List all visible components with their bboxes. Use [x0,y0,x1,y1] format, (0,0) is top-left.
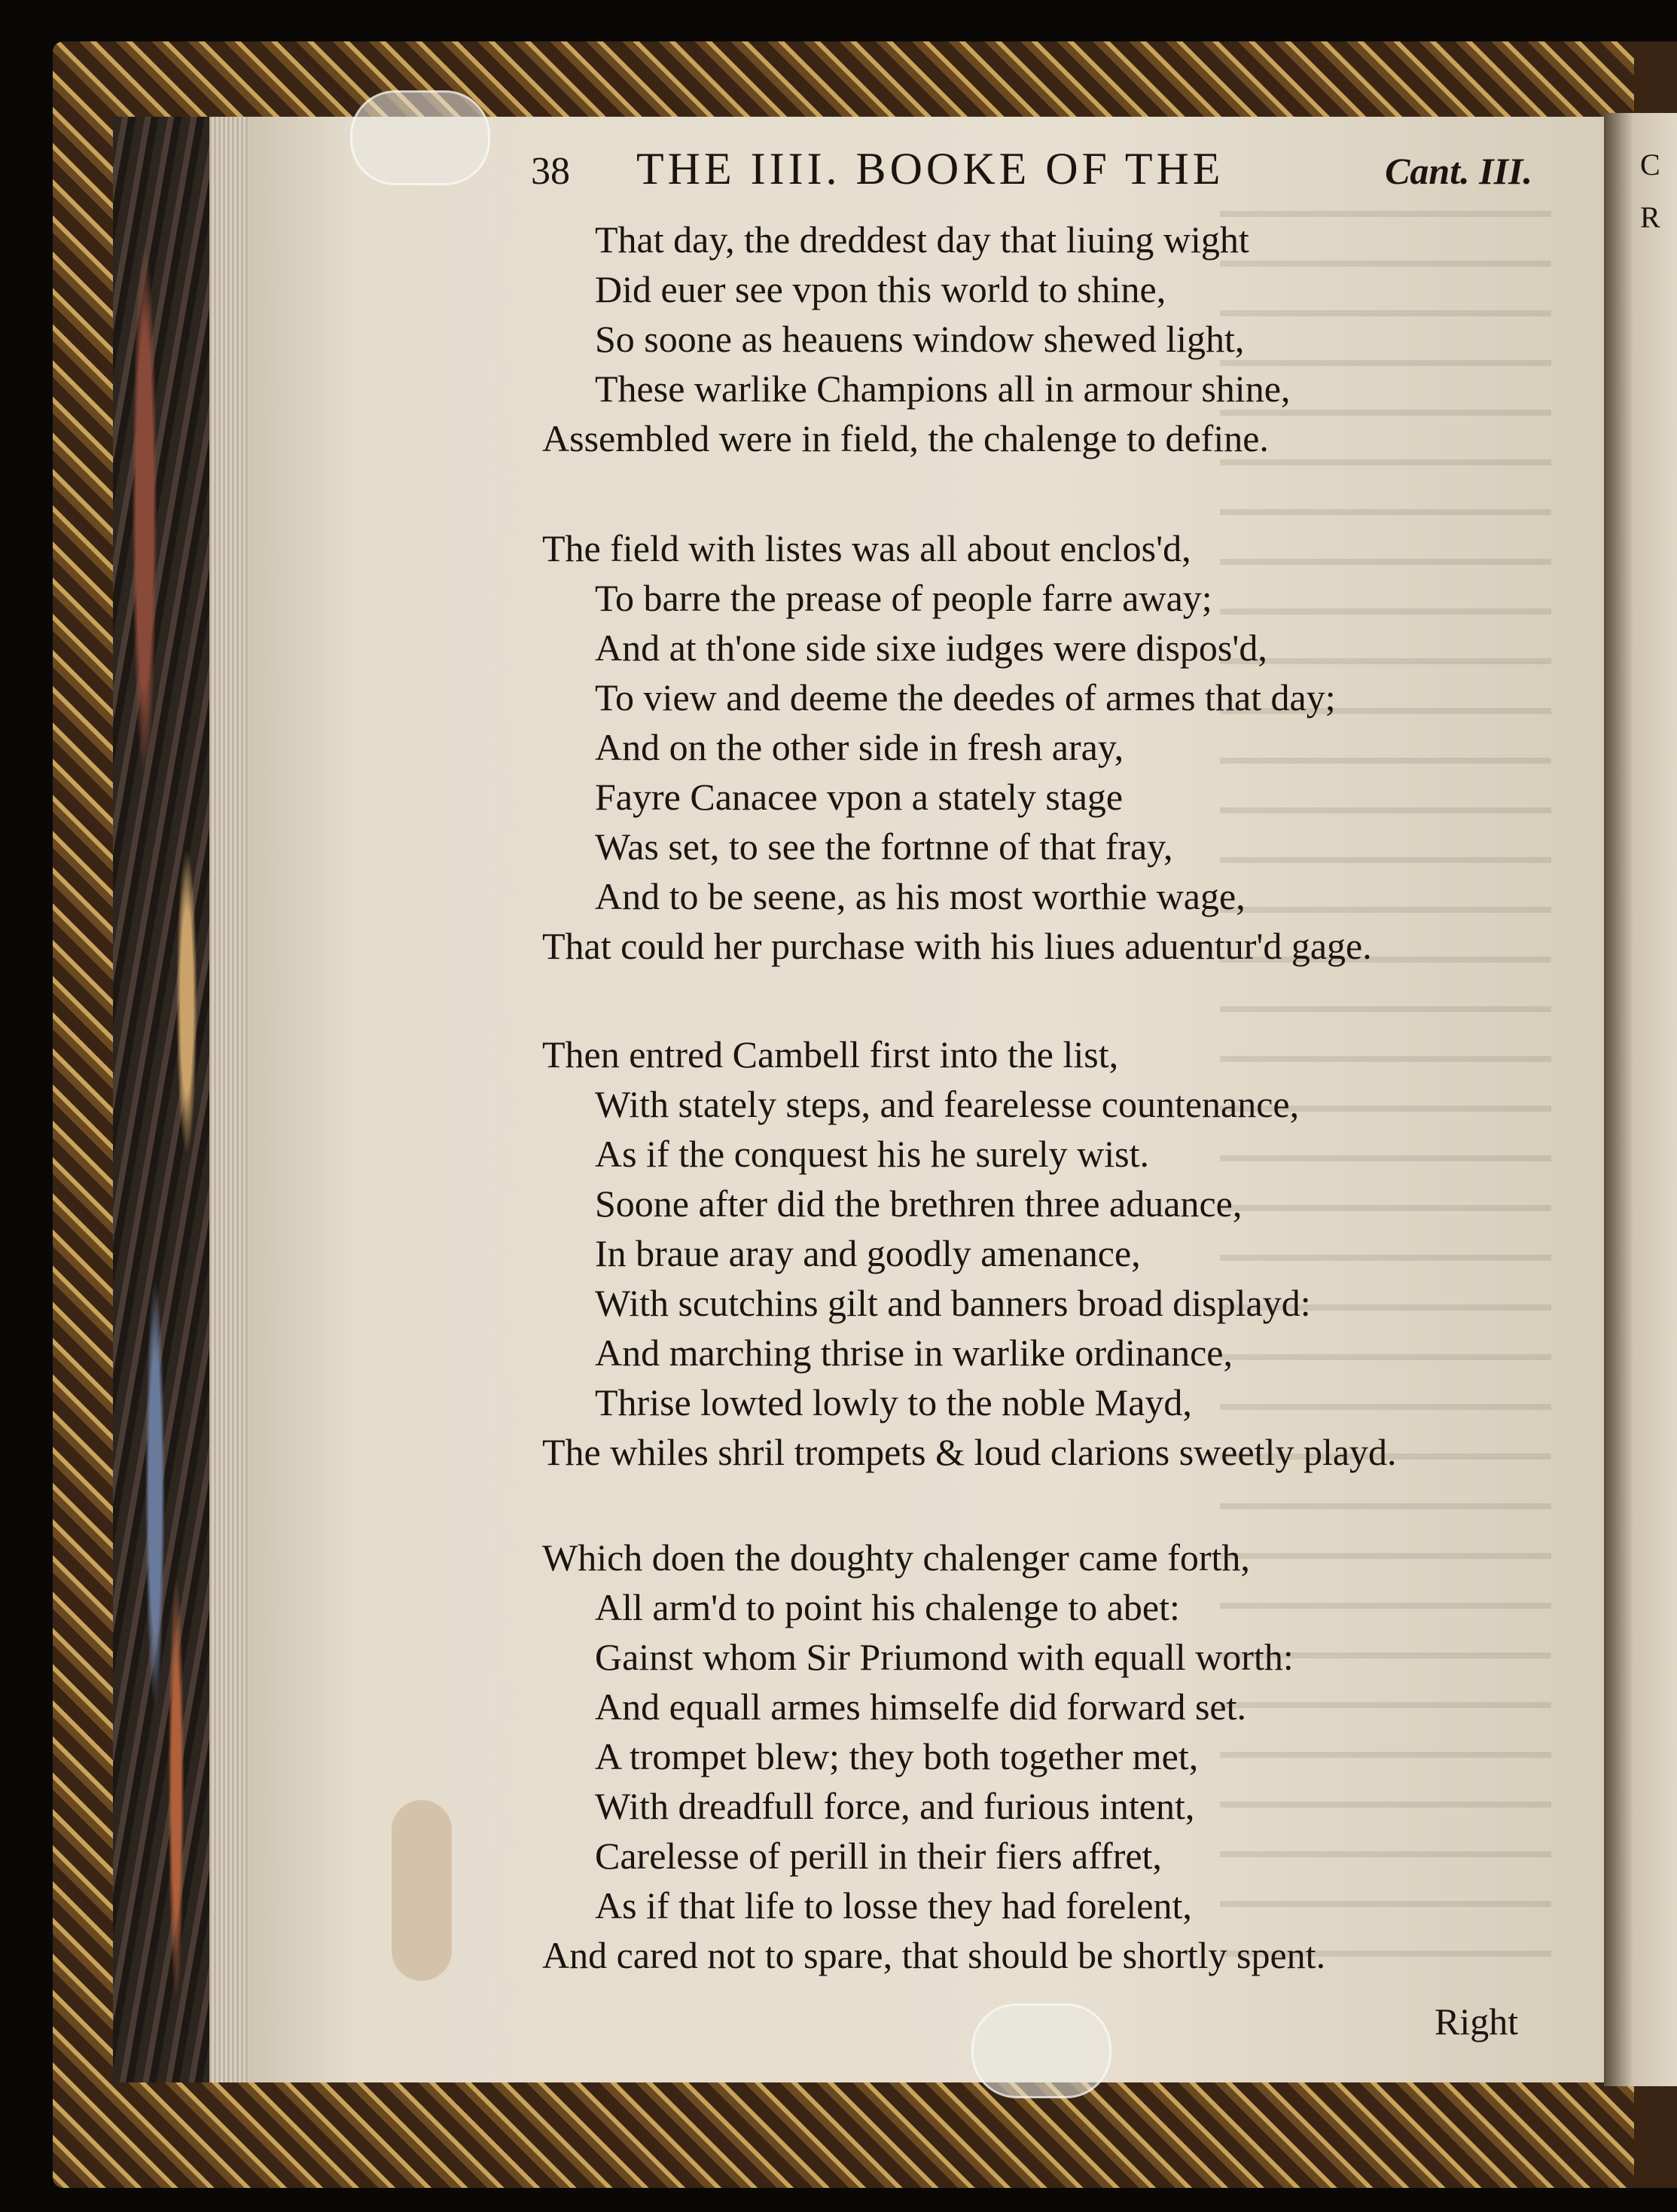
verse-line: And at th'one side sixe iudges were dispos'd, [595,627,1267,669]
verse-line: Fayre Canacee vpon a stately stage [595,776,1124,818]
verse-line: With scutchins gilt and banners broad displayd: [595,1282,1311,1324]
verse-line: So soone as heauens window shewed light, [595,318,1245,360]
verse-line: That day, the dreddest day that liuing wight [595,218,1249,261]
verse-line: That could her purchase with his liues aduentur'd gage. [542,925,1372,967]
verse-line: As if that life to losse they had forelent, [595,1884,1192,1927]
marbled-endpaper [113,117,218,2082]
verse-body [542,215,1544,1977]
verse-line: And marching thrise in warlike ordinance, [595,1332,1233,1374]
verse-line: Then entred Cambell first into the list, [542,1033,1119,1075]
verse-line: As if the conquest his he surely wist. [595,1133,1150,1175]
verse-line: Carelesse of perill in their fiers affret, [595,1835,1162,1877]
verse-line: Which doen the doughty chalenger came forth, [542,1536,1250,1579]
verse-line: With stately steps, and fearelesse countenance, [595,1083,1300,1125]
verse-line: Gainst whom Sir Priumond with equall worth: [595,1636,1294,1678]
facing-page-edge [1604,113,1677,2086]
verse-line: And cared not to spare, that should be shortly spent. [542,1934,1326,1976]
verse-line: The field with listes was all about enclos'd, [542,527,1191,569]
verse-line: Was set, to see the fortnne of that fray, [595,825,1173,868]
catchword: Right [1435,2000,1519,2043]
verse-line: The whiles shril trompets & loud clarions sweetly playd. [542,1431,1397,1473]
verse-line: And equall armes himselfe did forward set. [595,1686,1247,1728]
canto-label: Cant. III. [1385,150,1532,192]
page-edges [209,117,255,2082]
verse-line: With dreadfull force, and furious intent, [595,1785,1195,1827]
page-number: 38 [531,150,570,193]
page-clip-top [350,90,490,185]
verse-line: Assembled were in field, the chalenge to define. [542,417,1269,459]
verse-line: Thrise lowted lowly to the noble Mayd, [595,1381,1192,1423]
running-header [531,143,1532,203]
verse-line: And on the other side in fresh aray, [595,726,1124,768]
facing-page-letter: C [1640,148,1660,182]
page-stain [392,1800,452,1981]
verse-line: To barre the prease of people farre away; [595,577,1212,619]
verse-line: To view and deeme the deedes of armes that day; [595,676,1336,719]
verse-line: All arm'd to point his chalenge to abet: [595,1586,1180,1628]
verse-line: Soone after did the brethren three aduance, [595,1182,1243,1225]
verse-line: In braue aray and goodly amenance, [595,1232,1141,1274]
verse-line: And to be seene, as his most worthie wage, [595,875,1246,917]
running-title: THE IIII. BOOKE OF THE [636,144,1224,194]
page-clip-bottom [971,2003,1111,2098]
verse-line: These warlike Champions all in armour shine, [595,368,1291,410]
verse-line: Did euer see vpon this world to shine, [595,268,1166,310]
facing-page-letter: R [1640,200,1660,234]
verse-line: A trompet blew; they both together met, [595,1735,1199,1777]
